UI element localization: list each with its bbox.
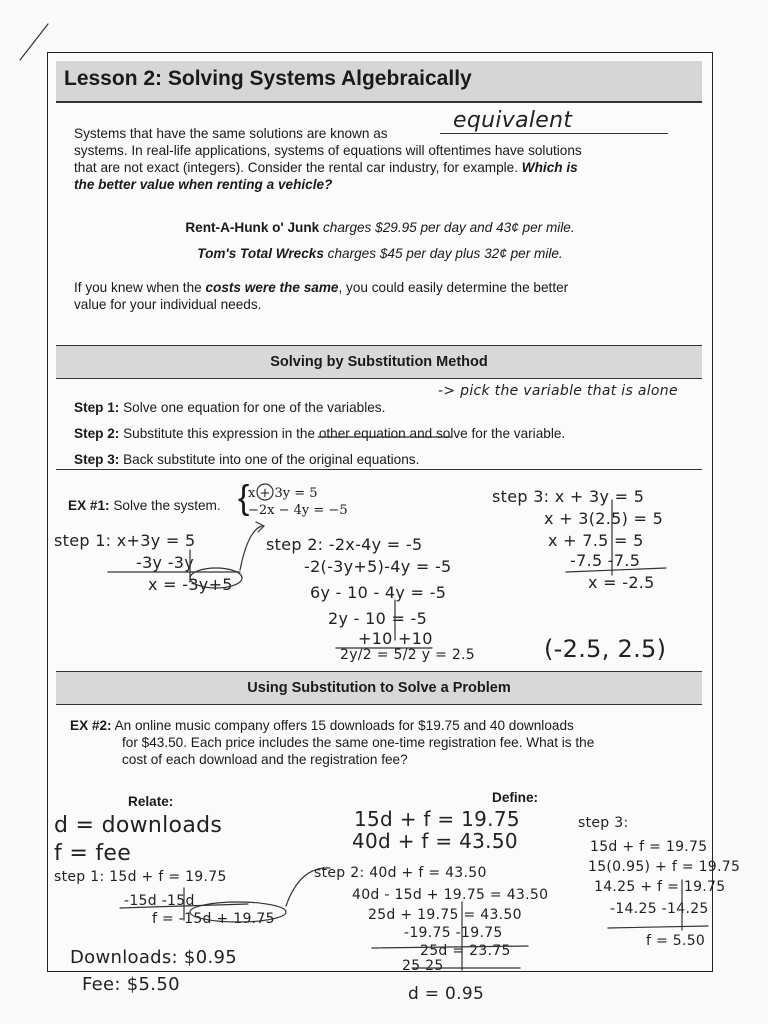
relate-label: Relate:	[128, 794, 174, 809]
offer-2-text: charges $45 per day plus 32¢ per mile.	[323, 246, 563, 261]
offer-2-name: Tom's Total Wrecks	[197, 246, 324, 261]
system-eq-1: x + 3y = 5	[248, 486, 318, 501]
ex1-step1-line-1: step 1: x+3y = 5	[54, 531, 196, 550]
page-title: Lesson 2: Solving Systems Algebraically	[64, 67, 472, 90]
substitution-heading: Solving by Substitution Method	[270, 354, 488, 370]
ex1-step3-line-3: x + 7.5 = 5	[548, 531, 644, 550]
intro-line-3b: Which is	[521, 160, 578, 175]
pencil-stroke	[20, 24, 48, 60]
ex1-step2-line-5: +10 +10	[358, 629, 433, 648]
ex1-answer: (-2.5, 2.5)	[544, 635, 667, 663]
closing-1c: , you could easily determine the better	[338, 280, 569, 295]
answer-downloads: Downloads: $0.95	[70, 947, 237, 968]
circled-expression	[190, 568, 242, 588]
step-3-text: Back substitute into one of the original equations.	[123, 452, 420, 467]
answer-fee: Fee: $5.50	[82, 974, 180, 995]
handwritten-blank-answer: equivalent	[453, 108, 573, 133]
step-1-text: Solve one equation for one of the variables.	[123, 400, 386, 415]
intro-line-4: the better value when renting a vehicle?	[74, 177, 333, 192]
offer-1-name: Rent-A-Hunk o' Junk	[185, 220, 320, 235]
ex2-step1-line-3: f = -15d + 19.75	[152, 911, 275, 927]
step-1-label: Step 1:	[74, 400, 120, 415]
ex1-step2-line-1: step 2: -2x-4y = -5	[266, 535, 423, 554]
system-line-1: 15d + f = 19.75	[354, 807, 520, 831]
example-1-prompt: Solve the system.	[113, 498, 221, 513]
work-hline	[566, 568, 666, 572]
ex2-step3-line-2: 15d + f = 19.75	[590, 839, 708, 855]
ex2-step2-line-1: step 2: 40d + f = 43.50	[314, 865, 487, 881]
ex2-step2-line-2: 40d - 15d + 19.75 = 43.50	[352, 887, 549, 903]
ex2-step3-line-4: 14.25 + f = 19.75	[594, 879, 726, 895]
ex2-step1-line-2: -15d -15d	[124, 893, 195, 909]
var-f: f = fee	[54, 841, 132, 866]
ex1-step3-line-1: step 3: x + 3y = 5	[492, 487, 645, 506]
ex2-step2-line-3: 25d + 19.75 = 43.50	[368, 907, 522, 923]
intro-line-3a: that are not exact (integers). Consider the rental car industry, for example.	[74, 160, 522, 175]
intro-line-2: systems. In real-life applications, systems of equations will oftentimes have solutions	[74, 143, 582, 158]
ex2-step2-line-4: -19.75 -19.75	[404, 925, 503, 941]
ex1-step2-line-4: 2y - 10 = -5	[328, 609, 428, 628]
closing-1a: If you knew when the	[74, 280, 206, 295]
arrow-substitute	[286, 868, 330, 906]
work-hline	[608, 926, 708, 928]
ex1-step2-line-2: -2(-3y+5)-4y = -5	[304, 557, 452, 576]
ex1-step3-line-5: x = -2.5	[588, 573, 655, 592]
work-hline	[372, 946, 528, 948]
circled-x	[257, 484, 273, 500]
ex2-step2-line-7: d = 0.95	[408, 984, 485, 1004]
step-2-label: Step 2:	[74, 426, 120, 441]
ex1-step1-line-2: -3y -3y	[136, 553, 195, 572]
offer-1-text: charges $29.95 per day and 43¢ per mile.	[319, 220, 575, 235]
ex1-step2-line-3: 6y - 10 - 4y = -5	[310, 583, 447, 602]
define-label: Define:	[492, 790, 539, 805]
circled-expression	[190, 902, 286, 922]
problem-heading: Using Substitution to Solve a Problem	[247, 680, 511, 696]
step-3-label: Step 3:	[74, 452, 120, 467]
ex2-step2-line-5: 25d = 23.75	[420, 943, 511, 959]
ex1-step3-line-4: -7.5 -7.5	[570, 551, 641, 570]
closing-2: value for your individual needs.	[74, 297, 262, 312]
ex2-step3-line-3: 15(0.95) + f = 19.75	[588, 859, 741, 875]
step-2-text: Substitute this expression in the other equation and solve for the variable.	[123, 426, 566, 441]
ex2-step3-line-5: -14.25 -14.25	[610, 901, 709, 917]
example-2-line-2: for $43.50. Each price includes the same one-time registration fee. What is the	[122, 735, 595, 750]
ex2-step1-line-1: step 1: 15d + f = 19.75	[54, 869, 227, 885]
ex2-step3-line-1: step 3:	[578, 815, 629, 831]
example-2-label: EX #2:	[70, 718, 112, 733]
example-2-line-3: cost of each download and the registration fee?	[122, 752, 408, 767]
closing-1b: costs were the same	[205, 280, 339, 295]
example-2-line-1: An online music company offers 15 downloads for $19.75 and 40 downloads	[114, 718, 574, 733]
ex2-step2-line-6: 25 25	[402, 958, 444, 974]
ex1-step2-line-6: 2y/2 = 5/2 y = 2.5	[340, 647, 476, 663]
intro-line-1: Systems that have the same solutions are known as	[74, 126, 388, 141]
example-1-label: EX #1:	[68, 498, 110, 513]
system-brace: {	[238, 479, 250, 517]
handwritten-step-1-note: -> pick the variable that is alone	[438, 383, 678, 399]
arrow-substitute	[240, 526, 262, 570]
system-eq-2: −2x − 4y = −5	[248, 503, 348, 518]
system-line-2: 40d + f = 43.50	[352, 829, 518, 853]
ex1-step1-line-3: x = -3y+5	[148, 575, 233, 594]
ex1-step3-line-2: x + 3(2.5) = 5	[544, 509, 664, 528]
var-d: d = downloads	[54, 813, 223, 838]
ex2-step3-line-6: f = 5.50	[646, 933, 706, 949]
